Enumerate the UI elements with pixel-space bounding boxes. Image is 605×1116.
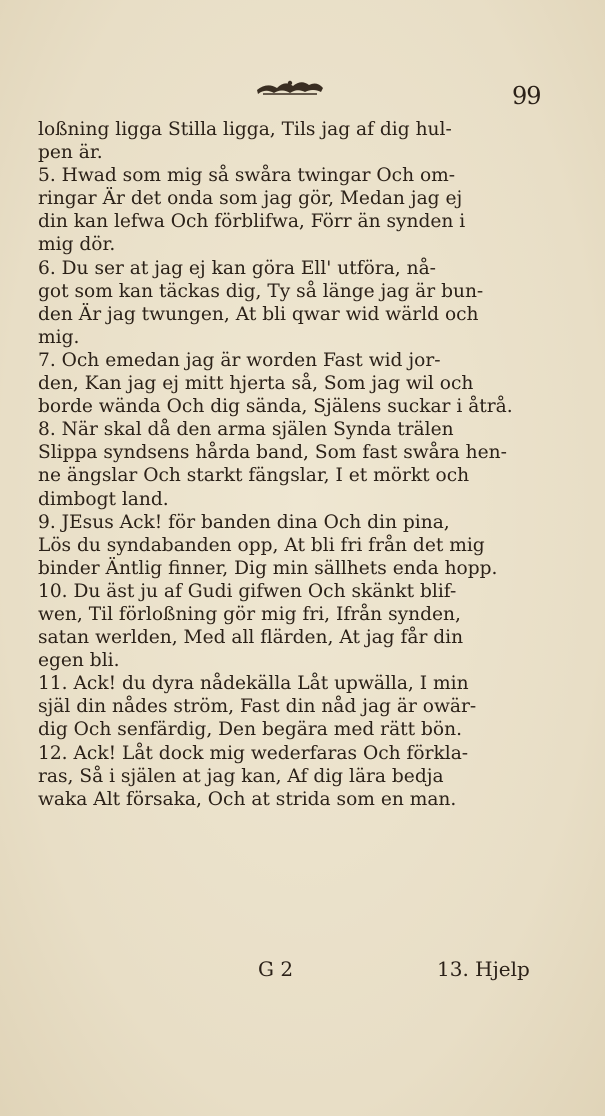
text-line: själ din nådes ström, Fast din nåd jag är owär- bbox=[38, 696, 477, 718]
printers-ornament-icon bbox=[255, 76, 325, 98]
text-line: dimbogt land. bbox=[38, 488, 169, 510]
text-line: egen bli. bbox=[38, 650, 120, 672]
text-line: ne ängslar Och starkt fängslar, I et mörkt och bbox=[38, 465, 470, 487]
catchword: 13. Hjelp bbox=[437, 957, 530, 981]
text-line: 10. Du äst ju af Gudi gifwen Och skänkt blif- bbox=[38, 580, 457, 602]
text-line: dig Och senfärdig, Den begära med rätt bön. bbox=[38, 719, 462, 741]
hymn-text bbox=[38, 118, 538, 811]
text-line: ringar Är det onda som jag gör, Medan jag ej bbox=[38, 188, 463, 210]
text-line: wen, Til förloßning gör mig fri, Ifrån synden, bbox=[38, 603, 461, 625]
text-line: got som kan täckas dig, Ty så länge jag är bun- bbox=[38, 280, 484, 302]
text-line: Lös du syndabanden opp, At bli fri från det mig bbox=[38, 534, 485, 556]
signature-mark: G 2 bbox=[258, 957, 294, 981]
text-line: den, Kan jag ej mitt hjerta så, Som jag wil och bbox=[38, 373, 474, 395]
page-number: 99 bbox=[512, 82, 541, 110]
text-line: 6. Du ser at jag ej kan göra Ell' utföra, nå- bbox=[38, 257, 436, 279]
text-line: din kan lefwa Och förblifwa, Förr än synden i bbox=[38, 211, 466, 233]
text-line: loßning ligga Stilla ligga, Tils jag af dig hul- bbox=[38, 119, 452, 140]
text-line: satan werlden, Med all flärden, At jag får din bbox=[38, 627, 464, 649]
text-line: borde wända Och dig sända, Själens suckar i åtrå. bbox=[38, 396, 513, 418]
text-line: den Är jag twungen, At bli qwar wid wärld och bbox=[38, 303, 479, 325]
text-line: Slippa syndsens hårda band, Som fast swåra hen- bbox=[38, 442, 507, 464]
text-line: ras, Så i själen at jag kan, Af dig lära bedja bbox=[38, 765, 444, 787]
text-line: pen är. bbox=[38, 142, 103, 164]
text-line: 9. JEsus Ack! för banden dina Och din pina, bbox=[38, 511, 450, 533]
text-line: 8. När skal då den arma själen Synda trälen bbox=[38, 419, 454, 441]
text-line: mig dör. bbox=[38, 234, 116, 256]
text-line: 5. Hwad som mig så swåra twingar Och om- bbox=[38, 165, 456, 187]
text-line: 7. Och emedan jag är worden Fast wid jor- bbox=[38, 349, 441, 371]
text-line: 11. Ack! du dyra nådekälla Låt upwälla, I min bbox=[38, 673, 469, 695]
text-line: waka Alt försaka, Och at strida som en man. bbox=[38, 788, 457, 810]
text-line: 12. Ack! Låt dock mig wederfaras Och förkla- bbox=[38, 742, 469, 764]
text-line: mig. bbox=[38, 326, 80, 348]
text-line: binder Äntlig finner, Dig min sällhets enda hopp. bbox=[38, 557, 498, 579]
